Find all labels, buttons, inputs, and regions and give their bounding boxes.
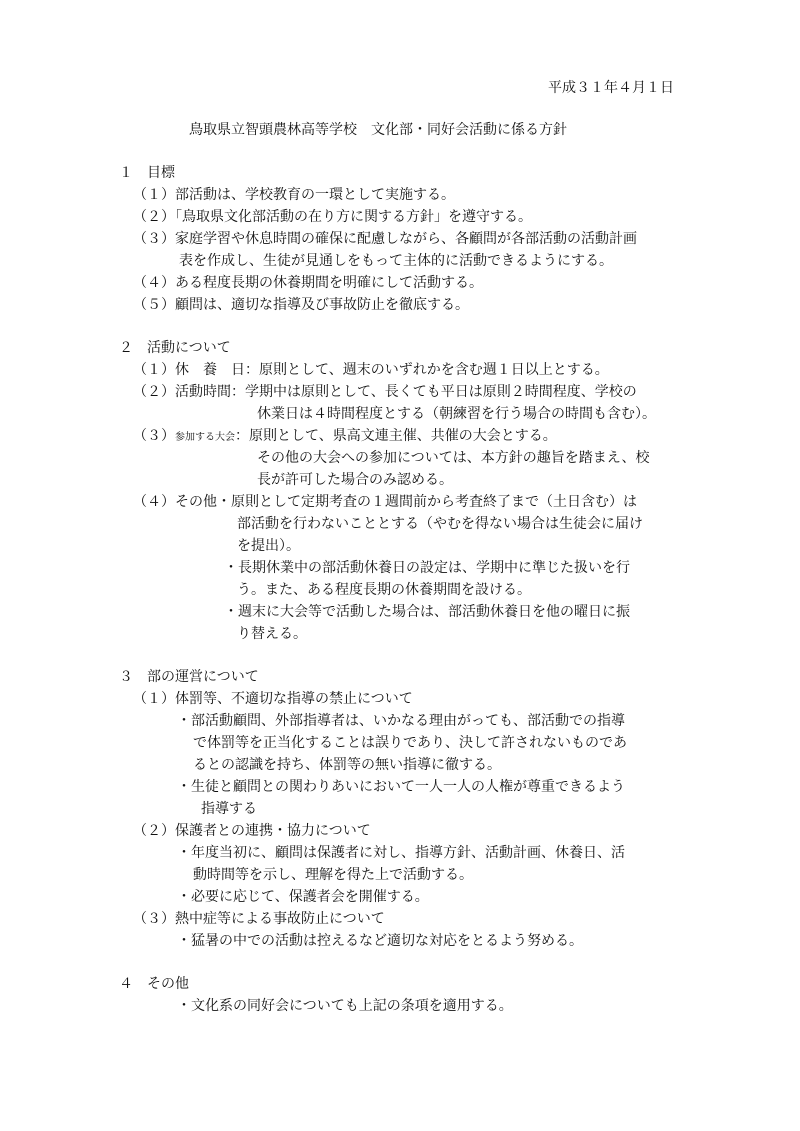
section-1-item-2: （２）「鳥取県文化部活動の在り方に関する方針」を遵守する。 <box>133 209 532 225</box>
section-2-item-4-cont: 部活動を行わないこととする（やむを得ない場合は生徒会に届け <box>237 516 643 532</box>
section-3-bullet-2: ・生徒と顧問との関わりあいにおいて一人一人の人権が尊重できるよう <box>177 779 625 795</box>
section-2-item-3 <box>133 425 557 449</box>
section-3-bullet-1: ・部活動顧問、外部指導者は、いかなる理由がっても、部活動での指導 <box>177 713 625 729</box>
section-3-item-3: （３）熱中症等による事故防止について <box>133 911 385 927</box>
document-date: 平成３１年４月１日 <box>548 80 674 96</box>
section-2-item-4-cont-2: を提出）。 <box>237 538 300 554</box>
section-2-item-4: （４）その他・原則として定期考査の１週間前から考査終了まで（土日含む）は <box>133 494 637 510</box>
section-1-item-3-cont: 表を作成し、生徒が見通しをもって主体的に活動できるようにする。 <box>179 253 613 269</box>
document-title: 鳥取県立智頭農林高等学校 文化部・同好会活動に係る方針 <box>189 122 567 138</box>
section-2-item-3-text: ：原則として、県高文連主催、共催の大会とする。 <box>235 428 557 444</box>
section-3-bullet-1-cont-2: るとの認識を持ち、体罰等の無い指導に徹する。 <box>193 757 501 773</box>
section-4-heading: ４ その他 <box>119 976 189 992</box>
section-2-item-1: （１）休 養 日：原則として、週末のいずれかを含む週１日以上とする。 <box>133 362 609 378</box>
section-2-bullet-3: ・週末に大会等で活動した場合は、部活動休養日を他の曜日に振 <box>224 604 630 620</box>
section-3-bullet-3: ・年度当初に、顧問は保護者に対し、指導方針、活動計画、休養日、活 <box>177 845 625 861</box>
section-1-item-3: （３）家庭学習や休息時間の確保に配慮しながら、各顧問が各部活動の活動計画 <box>133 231 637 247</box>
section-3-item-1: （１）体罰等、不適切な指導の禁止について <box>133 691 413 707</box>
section-2-item-3-number: （３） <box>133 428 175 444</box>
section-3-heading: ３ 部の運営について <box>119 669 259 685</box>
section-2-item-2-cont: 休業日は４時間程度とする（朝練習を行う場合の時間も含む）。 <box>257 406 656 422</box>
section-1-item-4: （４）ある程度長期の休養期間を明確にして活動する。 <box>133 275 483 291</box>
section-3-item-2: （２）保護者との連携・協力について <box>133 823 371 839</box>
section-2-item-3-cont: その他の大会への参加については、本方針の趣旨を踏まえ、校 <box>257 450 650 466</box>
section-2-heading: ２ 活動について <box>119 340 231 356</box>
section-4-bullet-1: ・文化系の同好会についても上記の条項を適用する。 <box>177 998 513 1014</box>
section-3-bullet-3-cont: 動時間等を示し、理解を得た上で活動する。 <box>193 867 473 883</box>
section-2-bullet-2: ・長期休業中の部活動休養日の設定は、学期中に準じた扱いを行 <box>224 560 630 576</box>
section-2-item-3-label: 参加する大会 <box>175 432 235 443</box>
section-3-bullet-2-cont: 指導する <box>201 801 257 817</box>
section-3-bullet-4: ・必要に応じて、保護者会を開催する。 <box>177 889 429 905</box>
section-1-item-5: （５）顧問は、適切な指導及び事故防止を徹底する。 <box>133 297 469 313</box>
section-2-bullet-3-cont: り替える。 <box>237 626 307 642</box>
section-1-item-1: （１）部活動は、学校教育の一環として実施する。 <box>133 187 455 203</box>
section-3-bullet-5: ・猛暑の中での活動は控えるなど適切な対応をとるよう努める。 <box>177 933 583 949</box>
section-1-heading: １ 目標 <box>119 165 175 181</box>
section-2-item-2: （２）活動時間：学期中は原則として、長くても平日は原則２時間程度、学校の <box>133 384 637 400</box>
section-2-item-3-cont-2: 長が許可した場合のみ認める。 <box>257 472 453 488</box>
section-2-bullet-2-cont: う。また、ある程度長期の休養期間を設ける。 <box>237 582 531 598</box>
section-3-bullet-1-cont: で体罰等を正当化することは誤りであり、決して許されないものであ <box>193 735 627 751</box>
